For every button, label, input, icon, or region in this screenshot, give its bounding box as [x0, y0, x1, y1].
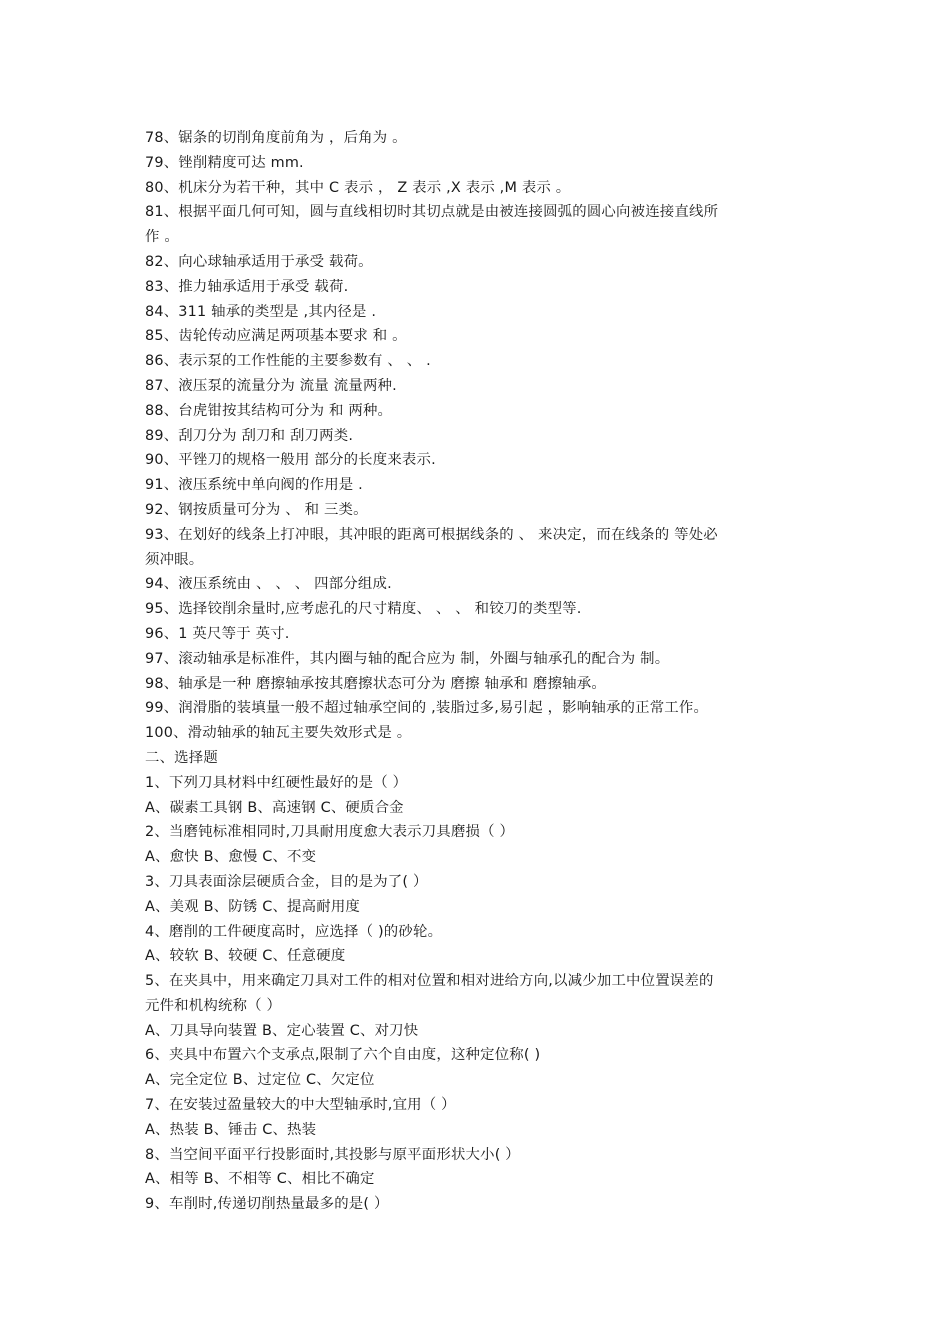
text-line-96: 96、1 英尺等于 英寸.: [145, 625, 290, 642]
text-line-91: 91、液压系统中单向阀的作用是 .: [145, 477, 363, 494]
text-line-92: 92、钢按质量可分为 、 和 三类。: [145, 501, 368, 518]
text-line-82: 82、向心球轴承适用于承受 载荷。: [145, 253, 373, 270]
question-1-options: A、碳素工具钢 B、高速钢 C、硬质合金: [145, 799, 404, 816]
question-3-options: A、美观 B、防锈 C、提高耐用度: [145, 898, 361, 915]
text-line-78: 78、锯条的切削角度前角为 ，后角为 。: [145, 130, 407, 146]
text-line-98: 98、轴承是一种 磨擦轴承按其磨擦状态可分为 磨擦 轴承和 磨擦轴承。: [145, 675, 606, 692]
question-6: 6、夹具中布置六个支承点,限制了六个自由度，这种定位称( ): [145, 1047, 541, 1064]
question-2: 2、当磨钝标准相同时,刀具耐用度愈大表示刀具磨损（ ）: [145, 824, 515, 841]
text-line-99: 99、润滑脂的装填量一般不超过轴承空间的 ,装脂过多,易引起 ，影响轴承的正常工作。: [145, 700, 709, 717]
question-3: 3、刀具表面涂层硬质合金，目的是为了( ）: [145, 873, 428, 890]
text-line-95: 95、选择铰削余量时,应考虑孔的尺寸精度、 、 、 和铰刀的类型等.: [145, 601, 582, 618]
text-line-93: 93、在划好的线条上打冲眼，其冲眼的距离可根据线条的 、 来决定，而在线条的 等处必: [145, 526, 718, 543]
text-line-85: 85、齿轮传动应满足两项基本要求 和 。: [145, 328, 407, 345]
question-7: 7、在安装过盈量较大的中大型轴承时,宜用（ ）: [145, 1097, 456, 1114]
question-5-options: A、刀具导向装置 B、定心装置 C、对刀快: [145, 1022, 419, 1039]
text-line-84: 84、311 轴承的类型是 ,其内径是 .: [145, 303, 377, 320]
question-2-options: A、愈快 B、愈慢 C、不变: [145, 849, 317, 866]
question-8-options: A、相等 B、不相等 C、相比不确定: [145, 1171, 375, 1188]
question-7-options: A、热装 B、锤击 C、热装: [145, 1121, 317, 1138]
text-line-86: 86、表示泵的工作性能的主要参数有 、 、 .: [145, 353, 431, 370]
text-line-80: 80、机床分为若干种，其中 C 表示 ， Z 表示 ,X 表示 ,M 表示 。: [145, 179, 571, 196]
text-line-97: 97、滚动轴承是标准件，其内圈与轴的配合应为 制，外圈与轴承孔的配合为 制。: [145, 650, 670, 667]
text-line-94: 94、液压系统由 、 、 、 四部分组成.: [145, 576, 392, 593]
section-heading: 二、选择题: [145, 749, 218, 766]
question-4-options: A、较软 B、较硬 C、任意硬度: [145, 948, 346, 965]
document-body: [145, 126, 815, 1217]
question-5: 5、在夹具中，用来确定刀具对工件的相对位置和相对进给方向,以减少加工中位置误差的: [145, 973, 714, 990]
text-line-93-cont: 须冲眼。: [145, 551, 204, 568]
text-line-81: 81、根据平面几何可知，圆与直线相切时其切点就是由被连接圆弧的圆心向被连接直线所: [145, 204, 719, 221]
question-4: 4、磨削的工件硬度高时，应选择（ )的砂轮。: [145, 923, 443, 940]
text-line-87: 87、液压泵的流量分为 流量 流量两种.: [145, 377, 397, 394]
text-line-90: 90、平锉刀的规格一般用 部分的长度来表示.: [145, 452, 436, 469]
question-6-options: A、完全定位 B、过定位 C、欠定位: [145, 1072, 375, 1089]
text-line-83: 83、推力轴承适用于承受 载荷.: [145, 278, 349, 295]
text-line-88: 88、台虎钳按其结构可分为 和 两种。: [145, 402, 393, 419]
question-5-cont: 元件和机构统称（ ）: [145, 997, 282, 1014]
text-line-89: 89、刮刀分为 刮刀和 刮刀两类.: [145, 427, 354, 444]
question-8: 8、当空间平面平行投影面时,其投影与原平面形状大小( ）: [145, 1146, 520, 1163]
question-1: 1、下列刀具材料中红硬性最好的是（ ）: [145, 774, 408, 791]
text-line-81-cont: 作 。: [145, 229, 179, 246]
text-line-79: 79、锉削精度可达 mm.: [145, 154, 304, 171]
text-line-100: 100、滑动轴承的轴瓦主要失效形式是 。: [145, 725, 412, 742]
question-9: 9、车削时,传递切削热量最多的是( ）: [145, 1196, 389, 1213]
